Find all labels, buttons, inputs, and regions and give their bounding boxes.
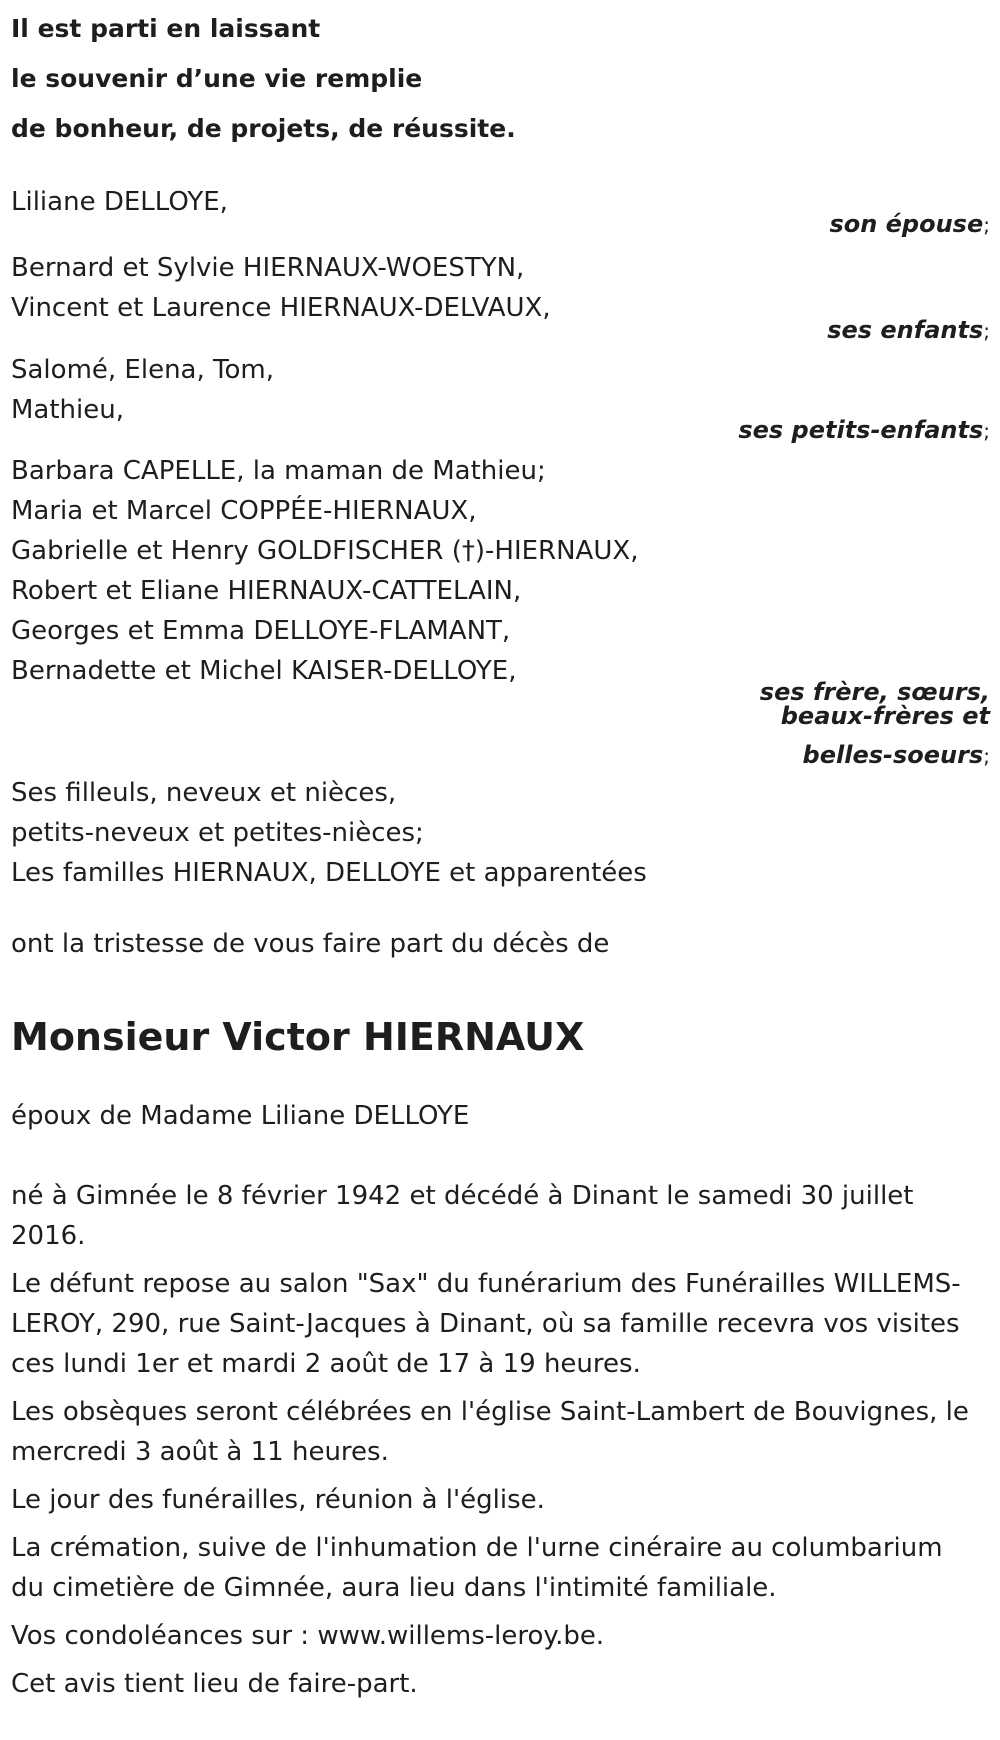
epitaph-line: de bonheur, de projets, de réussite. [11, 114, 516, 143]
relation-label-siblings: ses frère, sœurs, beaux-frères et [759, 678, 990, 730]
epitaph-line: Il est parti en laissant [11, 14, 321, 43]
family-name: Georges et Emma DELLOYE-FLAMANT, [11, 616, 511, 646]
epitaph-line: le souvenir d’une vie remplie [11, 64, 423, 93]
family-name: Barbara CAPELLE, la maman de Mathieu; [11, 456, 546, 486]
family-name: Bernadette et Michel KAISER-DELLOYE, [11, 656, 517, 686]
cremation-paragraph: La crémation, suive de l'inhumation de l'urne cinéraire au columbarium du cimetière de Gimnée, aura lieu dans l'intimité familiale. [11, 1533, 943, 1603]
family-name: Les familles HIERNAUX, DELLOYE et apparentées [11, 858, 647, 888]
family-name: Vincent et Laurence HIERNAUX-DELVAUX, [11, 293, 551, 323]
family-name: Robert et Eliane HIERNAUX-CATTELAIN, [11, 576, 522, 606]
condolences-paragraph: Vos condoléances sur : www.willems-leroy.be. [11, 1621, 605, 1651]
family-name: Mathieu, [11, 395, 125, 425]
meeting-paragraph: Le jour des funérailles, réunion à l'église. [11, 1485, 545, 1515]
relation-label-children: ses enfants; [827, 316, 990, 344]
relation-label-grandchildren: ses petits-enfants; [738, 416, 990, 444]
family-name: Liliane DELLOYE, [11, 187, 228, 217]
family-name: petits-neveux et petites-nièces; [11, 818, 424, 848]
family-name: Bernard et Sylvie HIERNAUX-WOESTYN, [11, 253, 525, 283]
resting-paragraph: Le défunt repose au salon "Sax" du funérarium des Funérailles WILLEMS- LEROY, 290, rue Saint-Jacques à Dinant, où sa famille recevra vos visites ces lundi 1er et mardi 2 août de 17 à 19 heures. [11, 1269, 961, 1379]
relation-label-siblings-end: belles-soeurs; [802, 741, 990, 769]
epitaph [11, 4, 516, 154]
announcement: ont la tristesse de vous faire part du décès de [11, 929, 610, 959]
deceased-name: Monsieur Victor HIERNAUX [11, 1015, 585, 1059]
family-name: Maria et Marcel COPPÉE-HIERNAUX, [11, 496, 477, 526]
relation-label-spouse: son épouse; [829, 210, 990, 238]
family-group-others [11, 773, 989, 893]
birth-death-paragraph: né à Gimnée le 8 février 1942 et décédé à Dinant le samedi 30 juillet 2016. [11, 1181, 914, 1251]
family-name: Salomé, Elena, Tom, [11, 355, 274, 385]
spouse-line: époux de Madame Liliane DELLOYE [11, 1101, 470, 1131]
family-name: Gabrielle et Henry GOLDFISCHER (†)-HIERNAUX, [11, 536, 639, 566]
notice-paragraph: Cet avis tient lieu de faire-part. [11, 1669, 418, 1699]
funeral-paragraph: Les obsèques seront célébrées en l'église Saint-Lambert de Bouvignes, le mercredi 3 août à 11 heures. [11, 1397, 969, 1467]
family-group-siblings [11, 451, 989, 691]
family-name: Ses filleuls, neveux et nièces, [11, 778, 397, 808]
